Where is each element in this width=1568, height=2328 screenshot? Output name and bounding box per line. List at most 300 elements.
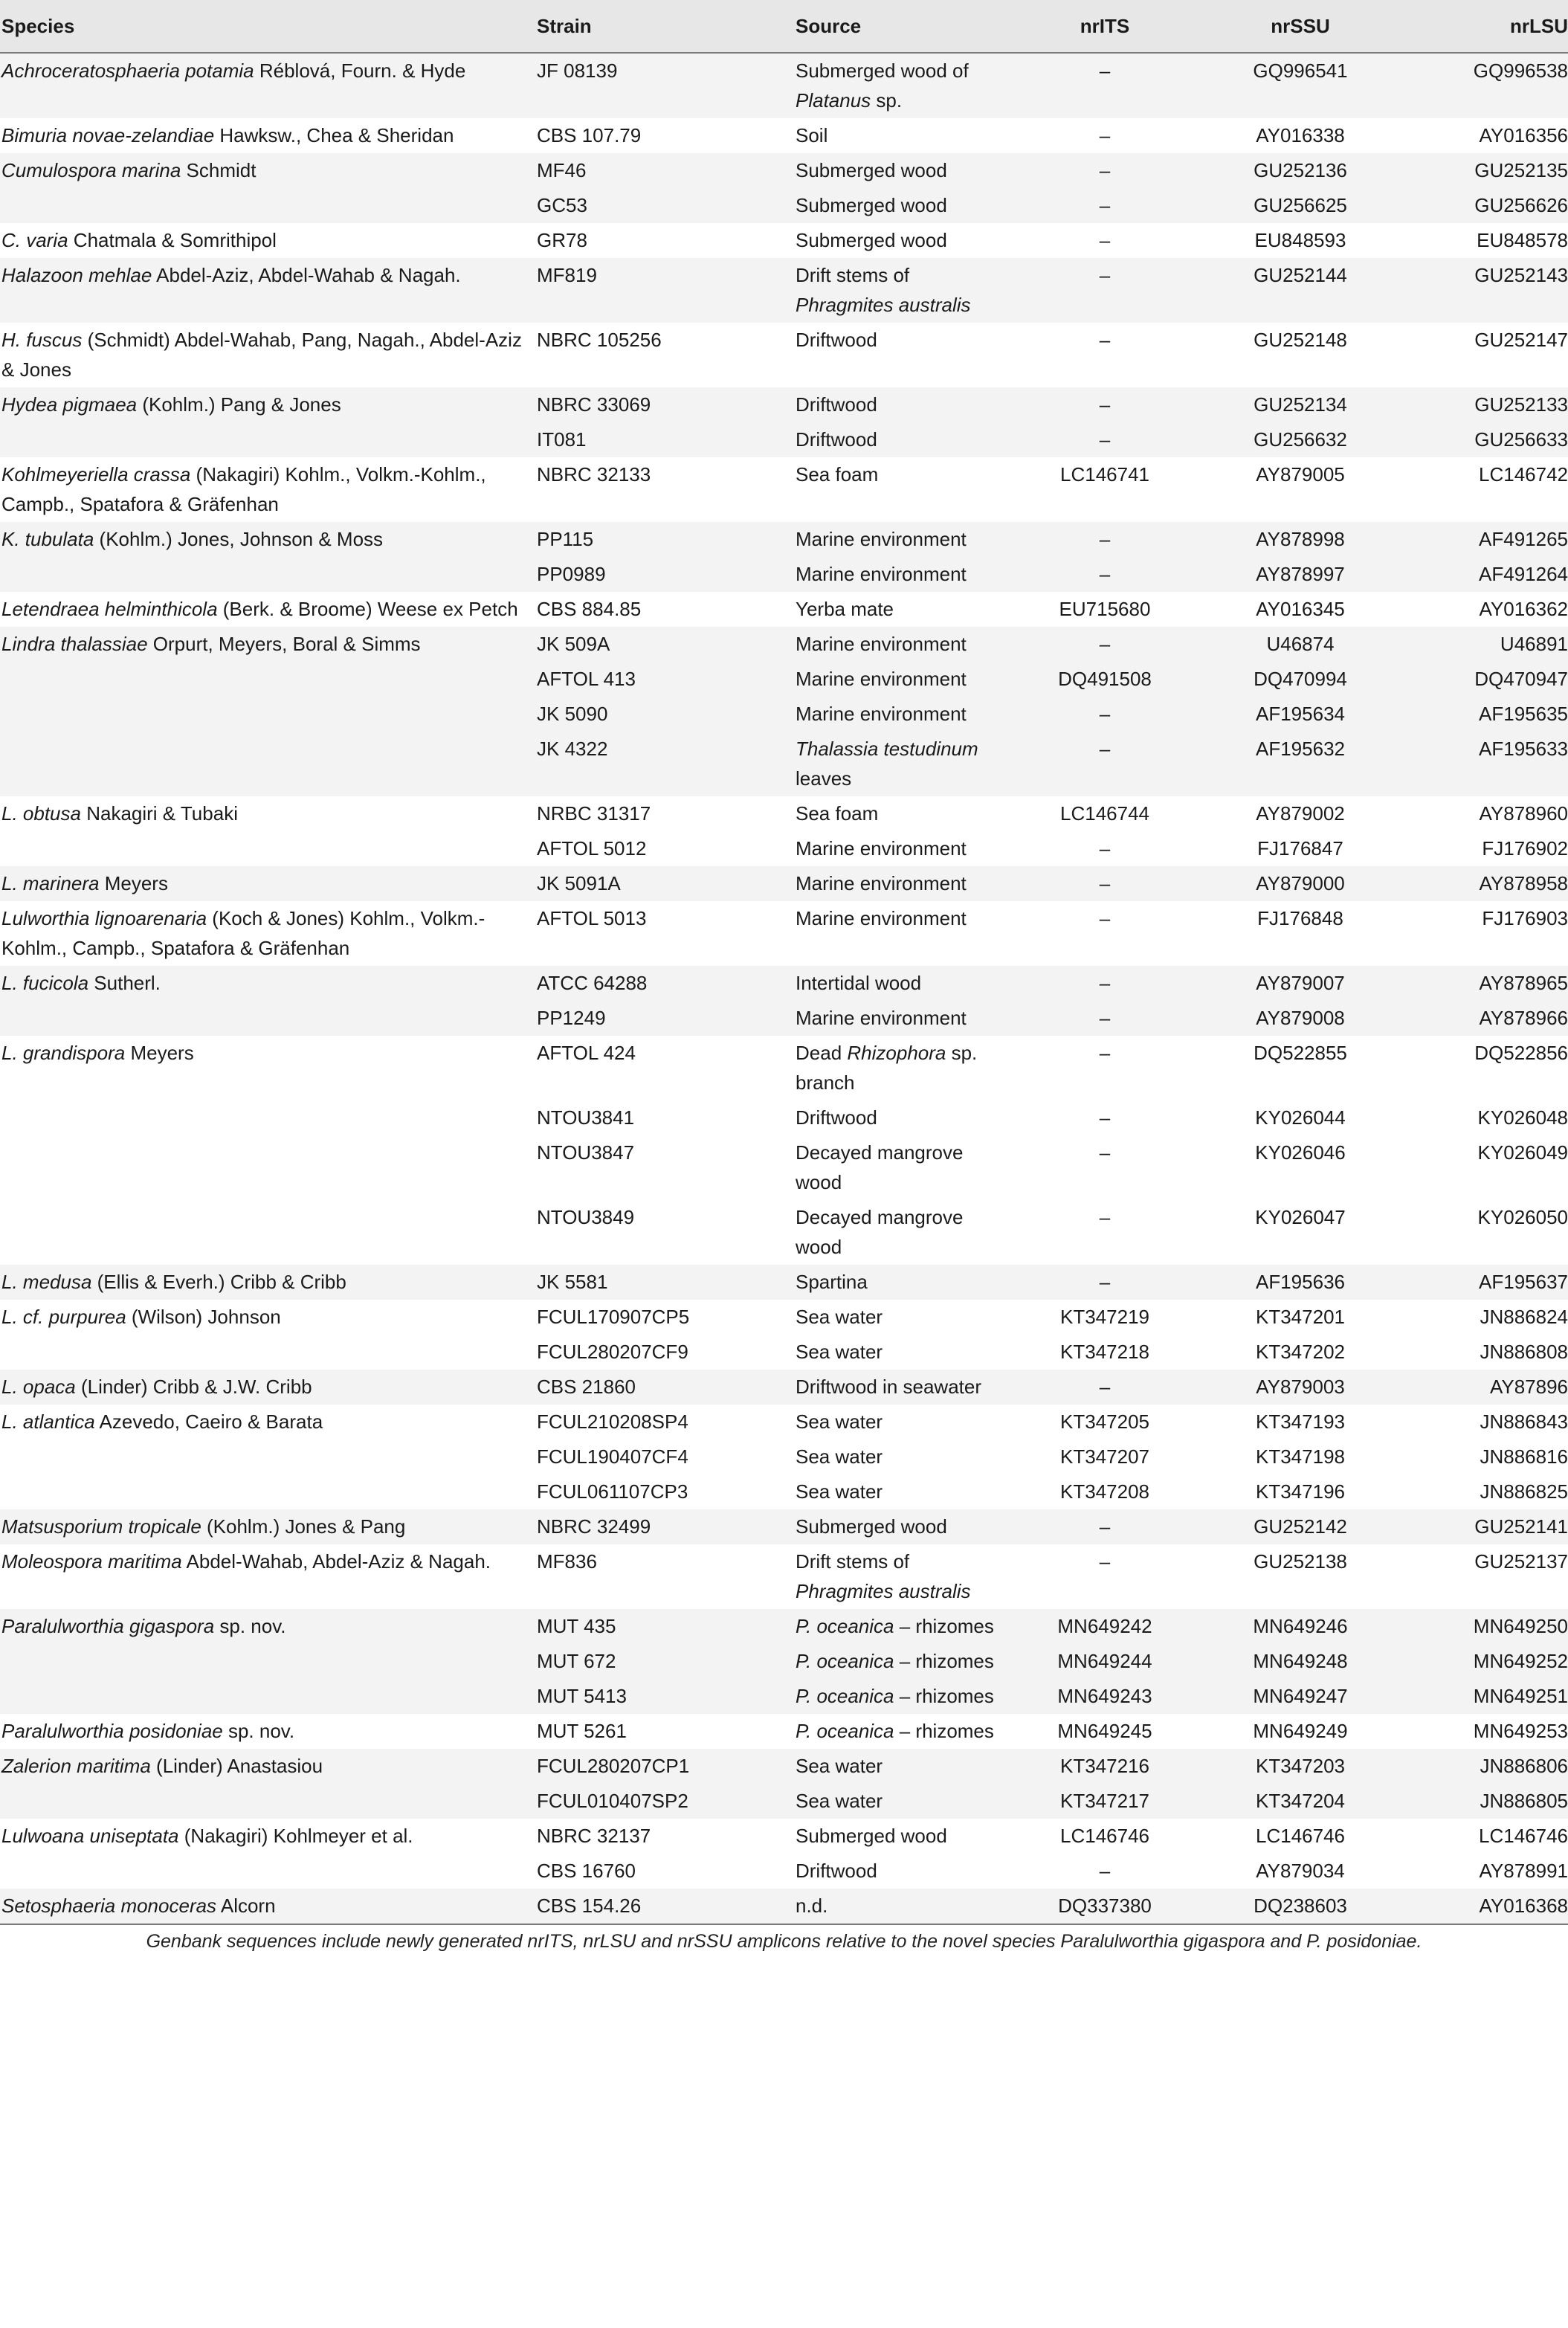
source-cell [794, 457, 999, 522]
source-cell [794, 1100, 999, 1135]
source-text-part: Submerged wood of [796, 59, 969, 82]
source-cell [794, 118, 999, 153]
species-name-part: (Wilson) Johnson [126, 1306, 281, 1328]
species-cell [0, 457, 535, 522]
species-name-part: L. medusa [1, 1271, 92, 1293]
nrlsu-cell: KY026050 [1390, 1200, 1568, 1265]
source-text-part: Marine environment [796, 837, 967, 860]
source-text-part: Driftwood [796, 329, 877, 351]
nrlsu-cell: LC146742 [1390, 457, 1568, 522]
species-name-part: L. opaca [1, 1376, 76, 1398]
nrits-cell: – [999, 1135, 1209, 1200]
source-cell [794, 1609, 999, 1644]
species-name-part: Orpurt, Meyers, Boral & Simms [147, 633, 421, 655]
species-name-part: L. fucicola [1, 972, 89, 994]
strain-cell: MF819 [535, 258, 794, 323]
header-source: Source [794, 0, 999, 53]
nrits-cell: – [999, 1370, 1209, 1405]
source-cell [794, 1819, 999, 1854]
species-name-part: Zalerion maritima [1, 1755, 151, 1777]
source-cell [794, 1714, 999, 1749]
table-row [0, 1100, 1568, 1135]
strain-cell: GR78 [535, 223, 794, 258]
source-cell [794, 1370, 999, 1405]
nrlsu-cell: JN886816 [1390, 1439, 1568, 1474]
species-name-part: Paralulworthia posidoniae [1, 1720, 223, 1742]
source-text-part: Sea water [796, 1341, 883, 1363]
nrlsu-cell: AF195633 [1390, 732, 1568, 796]
species-name-part: (Koch & Jones) Kohlm., Volkm.-Kohlm., Campb., Spatafora & Gräfenhan [1, 907, 485, 959]
nrits-cell: – [999, 1265, 1209, 1300]
species-cell [0, 1819, 535, 1854]
table-row [0, 118, 1568, 153]
nrits-cell: MN649242 [999, 1609, 1209, 1644]
header-nrlsu: nrLSU [1390, 0, 1568, 53]
source-text-part: Marine environment [796, 872, 967, 894]
source-text-part: Sea water [796, 1755, 883, 1777]
nrssu-cell: GU252148 [1209, 323, 1390, 387]
species-name-part: H. fuscus [1, 329, 83, 351]
table-row [0, 1474, 1568, 1509]
nrssu-cell: MN649246 [1209, 1609, 1390, 1644]
strain-cell: FCUL280207CP1 [535, 1749, 794, 1784]
species-name-part: (Schmidt) Abdel-Wahab, Pang, Nagah., Abdel-Aziz & Jones [1, 329, 522, 381]
species-name-part: Alcorn [216, 1895, 276, 1917]
species-name-part: Hydea pigmaea [1, 393, 138, 416]
species-name-part: (Ellis & Everh.) Cribb & Cribb [91, 1271, 346, 1293]
species-cell [0, 557, 535, 592]
strain-cell: CBS 884.85 [535, 592, 794, 627]
nrits-cell: – [999, 1509, 1209, 1544]
source-cell [794, 1749, 999, 1784]
source-cell [794, 831, 999, 866]
table-row [0, 1889, 1568, 1924]
species-cell [0, 966, 535, 1001]
strain-cell: MF46 [535, 153, 794, 188]
nrlsu-cell: MN649250 [1390, 1609, 1568, 1644]
species-name-part: (Kohlm.) Pang & Jones [137, 393, 341, 416]
nrits-cell: – [999, 223, 1209, 258]
source-cell [794, 258, 999, 323]
nrits-cell: MN649245 [999, 1714, 1209, 1749]
nrssu-cell: AF195632 [1209, 732, 1390, 796]
species-cell [0, 522, 535, 557]
source-text-part: Drift stems of [796, 264, 910, 286]
table-row [0, 1300, 1568, 1335]
strain-cell: CBS 16760 [535, 1854, 794, 1889]
table-row [0, 1714, 1568, 1749]
table-row [0, 1749, 1568, 1784]
nrssu-cell: KT347203 [1209, 1749, 1390, 1784]
nrlsu-cell: DQ522856 [1390, 1036, 1568, 1100]
species-cell [0, 53, 535, 118]
species-cell [0, 697, 535, 732]
nrlsu-cell: DQ470947 [1390, 662, 1568, 697]
source-text-part: – rhizomes [894, 1685, 994, 1707]
nrssu-cell: KT347201 [1209, 1300, 1390, 1335]
nrits-cell: – [999, 153, 1209, 188]
source-text-part: Sea foam [796, 802, 879, 825]
nrits-cell: – [999, 522, 1209, 557]
table-body [0, 53, 1568, 1924]
source-cell [794, 901, 999, 966]
species-name-part: Lulwoana uniseptata [1, 1825, 179, 1847]
nrssu-cell: U46874 [1209, 627, 1390, 662]
source-text-part: Submerged wood [796, 194, 947, 216]
strain-cell: CBS 154.26 [535, 1889, 794, 1924]
species-cell [0, 1405, 535, 1439]
species-name-part: (Nakagiri) Kohlmeyer et al. [178, 1825, 413, 1847]
nrssu-cell: KY026046 [1209, 1135, 1390, 1200]
strain-cell: GC53 [535, 188, 794, 223]
species-name-part: L. atlantica [1, 1410, 95, 1433]
strain-cell: FCUL210208SP4 [535, 1405, 794, 1439]
source-text-part: Dead [796, 1042, 848, 1064]
nrssu-cell: FJ176848 [1209, 901, 1390, 966]
source-text-part: leaves [796, 767, 852, 790]
nrlsu-cell: JN886805 [1390, 1784, 1568, 1819]
table-row [0, 1679, 1568, 1714]
strain-cell: NBRC 33069 [535, 387, 794, 422]
species-name-part: Setosphaeria monoceras [1, 1895, 217, 1917]
species-name-part: (Berk. & Broome) Weese ex Petch [217, 598, 518, 620]
strain-cell: FCUL280207CF9 [535, 1335, 794, 1370]
table-row [0, 223, 1568, 258]
species-cell [0, 422, 535, 457]
table-row [0, 1370, 1568, 1405]
nrits-cell: EU715680 [999, 592, 1209, 627]
strain-cell: NBRC 32137 [535, 1819, 794, 1854]
nrlsu-cell: JN886806 [1390, 1749, 1568, 1784]
table-row [0, 1405, 1568, 1439]
table-row [0, 1335, 1568, 1370]
source-text-part: Driftwood [796, 393, 877, 416]
source-cell [794, 53, 999, 118]
species-cell [0, 1001, 535, 1036]
strain-cell: MF836 [535, 1544, 794, 1609]
species-name-part: (Linder) Anastasiou [150, 1755, 323, 1777]
species-name-part: (Kohlm.) Jones & Pang [201, 1515, 406, 1538]
species-name-part: sp. nov. [214, 1615, 286, 1637]
nrssu-cell: GU252138 [1209, 1544, 1390, 1609]
strain-cell: JK 5581 [535, 1265, 794, 1300]
species-name-part: Abdel-Wahab, Abdel-Aziz & Nagah. [181, 1550, 491, 1573]
nrits-cell: LC146744 [999, 796, 1209, 831]
nrlsu-cell: U46891 [1390, 627, 1568, 662]
species-name-part: C. varia [1, 229, 68, 251]
species-name-part: Schmidt [181, 159, 257, 181]
nrssu-cell: AY879007 [1209, 966, 1390, 1001]
header-nrssu: nrSSU [1209, 0, 1390, 53]
species-name-part: Chatmala & Somrithipol [68, 229, 277, 251]
species-cell [0, 1544, 535, 1609]
species-cell [0, 118, 535, 153]
strain-cell: FCUL061107CP3 [535, 1474, 794, 1509]
species-cell [0, 223, 535, 258]
nrssu-cell: EU848593 [1209, 223, 1390, 258]
nrlsu-cell: FJ176902 [1390, 831, 1568, 866]
table-row [0, 1439, 1568, 1474]
source-cell [794, 1001, 999, 1036]
species-cell [0, 592, 535, 627]
nrlsu-cell: AY878965 [1390, 966, 1568, 1001]
strain-cell: PP1249 [535, 1001, 794, 1036]
source-cell [794, 1439, 999, 1474]
nrlsu-cell: AF491265 [1390, 522, 1568, 557]
source-text-part: Submerged wood [796, 1515, 947, 1538]
nrlsu-cell: AY016368 [1390, 1889, 1568, 1924]
nrlsu-cell: GQ996538 [1390, 53, 1568, 118]
species-cell [0, 1265, 535, 1300]
species-cell [0, 1370, 535, 1405]
nrssu-cell: AF195636 [1209, 1265, 1390, 1300]
nrssu-cell: DQ522855 [1209, 1036, 1390, 1100]
nrssu-cell: MN649247 [1209, 1679, 1390, 1714]
header-row [0, 0, 1568, 53]
species-cell [0, 901, 535, 966]
source-text-part: Submerged wood [796, 159, 947, 181]
nrits-cell: KT347217 [999, 1784, 1209, 1819]
species-name-part: Lulworthia lignoarenaria [1, 907, 207, 929]
species-name-part: Letendraea helminthicola [1, 598, 218, 620]
nrlsu-cell: AY878958 [1390, 866, 1568, 901]
source-cell [794, 1544, 999, 1609]
nrits-cell: – [999, 697, 1209, 732]
species-name-part: Matsusporium tropicale [1, 1515, 201, 1538]
species-name-part: K. tubulata [1, 528, 94, 550]
table-row [0, 457, 1568, 522]
species-cell [0, 1200, 535, 1265]
species-name-part: Kohlmeyeriella crassa [1, 463, 191, 486]
nrlsu-cell: FJ176903 [1390, 901, 1568, 966]
nrits-cell: – [999, 1036, 1209, 1100]
nrits-cell: – [999, 118, 1209, 153]
nrlsu-cell: GU256633 [1390, 422, 1568, 457]
nrlsu-cell: LC146746 [1390, 1819, 1568, 1854]
nrssu-cell: AY879003 [1209, 1370, 1390, 1405]
source-cell [794, 223, 999, 258]
species-cell [0, 1474, 535, 1509]
table-row [0, 53, 1568, 118]
species-cell [0, 1439, 535, 1474]
source-text-part: Decayed mangrove wood [796, 1141, 964, 1193]
nrssu-cell: GU256632 [1209, 422, 1390, 457]
source-text-part: Yerba mate [796, 598, 894, 620]
header-strain: Strain [535, 0, 794, 53]
strain-cell: AFTOL 5013 [535, 901, 794, 966]
table-row [0, 557, 1568, 592]
nrits-cell: KT347218 [999, 1335, 1209, 1370]
species-cell [0, 1100, 535, 1135]
nrits-cell: KT347216 [999, 1749, 1209, 1784]
nrlsu-cell: GU252143 [1390, 258, 1568, 323]
nrits-cell: – [999, 557, 1209, 592]
table-row [0, 1784, 1568, 1819]
nrssu-cell: AY016338 [1209, 118, 1390, 153]
nrlsu-cell: AF195635 [1390, 697, 1568, 732]
source-text-part: – rhizomes [894, 1650, 994, 1672]
nrssu-cell: KY026044 [1209, 1100, 1390, 1135]
nrits-cell: – [999, 323, 1209, 387]
nrits-cell: LC146746 [999, 1819, 1209, 1854]
strain-cell: MUT 672 [535, 1644, 794, 1679]
species-cell [0, 1889, 535, 1924]
source-text-part: Sea water [796, 1306, 883, 1328]
nrlsu-cell: KY026049 [1390, 1135, 1568, 1200]
species-cell [0, 1784, 535, 1819]
species-name-part: Paralulworthia gigaspora [1, 1615, 215, 1637]
nrssu-cell: KY026047 [1209, 1200, 1390, 1265]
nrlsu-cell: GU252147 [1390, 323, 1568, 387]
nrits-cell: DQ337380 [999, 1889, 1209, 1924]
nrssu-cell: MN649248 [1209, 1644, 1390, 1679]
strain-cell: FCUL010407SP2 [535, 1784, 794, 1819]
source-text-part: Sea water [796, 1445, 883, 1468]
nrlsu-cell: MN649252 [1390, 1644, 1568, 1679]
nrits-cell: – [999, 188, 1209, 223]
nrssu-cell: GU252136 [1209, 153, 1390, 188]
nrssu-cell: DQ238603 [1209, 1889, 1390, 1924]
species-cell [0, 387, 535, 422]
nrlsu-cell: AF195637 [1390, 1265, 1568, 1300]
species-cell [0, 1714, 535, 1749]
source-cell [794, 188, 999, 223]
species-cell [0, 1036, 535, 1100]
source-cell [794, 1405, 999, 1439]
table-row [0, 188, 1568, 223]
strain-cell: NBRC 32499 [535, 1509, 794, 1544]
table-row [0, 662, 1568, 697]
table-row [0, 1854, 1568, 1889]
source-cell [794, 1509, 999, 1544]
table-row [0, 1509, 1568, 1544]
strain-cell: MUT 5413 [535, 1679, 794, 1714]
table-row [0, 697, 1568, 732]
nrlsu-cell: AY878966 [1390, 1001, 1568, 1036]
table-row [0, 901, 1568, 966]
nrits-cell: – [999, 732, 1209, 796]
species-cell [0, 1135, 535, 1200]
nrssu-cell: AY879008 [1209, 1001, 1390, 1036]
species-cell [0, 1300, 535, 1335]
source-cell [794, 422, 999, 457]
source-text-part: Marine environment [796, 633, 967, 655]
strain-cell: FCUL190407CF4 [535, 1439, 794, 1474]
nrssu-cell: KT347196 [1209, 1474, 1390, 1509]
species-cell [0, 1854, 535, 1889]
nrssu-cell: GU252144 [1209, 258, 1390, 323]
nrssu-cell: AY879000 [1209, 866, 1390, 901]
source-text-part: Submerged wood [796, 229, 947, 251]
nrits-cell: – [999, 53, 1209, 118]
nrlsu-cell: GU252137 [1390, 1544, 1568, 1609]
species-cell [0, 796, 535, 831]
source-cell [794, 1644, 999, 1679]
nrits-cell: – [999, 387, 1209, 422]
source-cell [794, 662, 999, 697]
table-row [0, 153, 1568, 188]
species-name-part: L. marinera [1, 872, 100, 894]
source-text-part: Phragmites australis [796, 1580, 971, 1602]
species-name-part: Lindra thalassiae [1, 633, 148, 655]
table-row [0, 422, 1568, 457]
species-cell [0, 1644, 535, 1679]
table-row [0, 1544, 1568, 1609]
nrssu-cell: AY878997 [1209, 557, 1390, 592]
nrits-cell: – [999, 1544, 1209, 1609]
nrlsu-cell: GU252133 [1390, 387, 1568, 422]
nrits-cell: KT347205 [999, 1405, 1209, 1439]
strain-cell: NTOU3849 [535, 1200, 794, 1265]
strain-cell: PP0989 [535, 557, 794, 592]
source-text-part: Marine environment [796, 668, 967, 690]
source-cell [794, 627, 999, 662]
table-row [0, 387, 1568, 422]
nrits-cell: – [999, 258, 1209, 323]
species-name-part: L. obtusa [1, 802, 81, 825]
species-cell [0, 866, 535, 901]
strain-cell: ATCC 64288 [535, 966, 794, 1001]
source-text-part: Driftwood [796, 1106, 877, 1129]
source-cell [794, 1135, 999, 1200]
source-text-part: Decayed mangrove wood [796, 1206, 964, 1258]
table-row [0, 966, 1568, 1001]
nrssu-cell: DQ470994 [1209, 662, 1390, 697]
nrlsu-cell: JN886808 [1390, 1335, 1568, 1370]
source-cell [794, 1784, 999, 1819]
source-text-part: Sea foam [796, 463, 879, 486]
nrits-cell: KT347208 [999, 1474, 1209, 1509]
source-text-part: Submerged wood [796, 1825, 947, 1847]
source-text-part: P. oceanica [796, 1650, 894, 1672]
table-row [0, 1265, 1568, 1300]
species-cell [0, 1509, 535, 1544]
source-text-part: Thalassia testudinum [796, 738, 978, 760]
species-cell [0, 153, 535, 188]
nrits-cell: – [999, 1854, 1209, 1889]
species-cell [0, 323, 535, 387]
strain-cell: NRBC 31317 [535, 796, 794, 831]
source-cell [794, 1300, 999, 1335]
source-cell [794, 557, 999, 592]
source-text-part: Driftwood in seawater [796, 1376, 981, 1398]
nrssu-cell: AY879005 [1209, 457, 1390, 522]
nrssu-cell: GQ996541 [1209, 53, 1390, 118]
header-nrits: nrITS [999, 0, 1209, 53]
table-row [0, 1609, 1568, 1644]
strain-cell: MUT 5261 [535, 1714, 794, 1749]
species-cell [0, 1335, 535, 1370]
species-name-part: L. cf. purpurea [1, 1306, 126, 1328]
table-row [0, 1644, 1568, 1679]
strain-cell: JK 4322 [535, 732, 794, 796]
nrlsu-cell: GU252141 [1390, 1509, 1568, 1544]
table-row [0, 1200, 1568, 1265]
source-text-part: sp. branch [796, 1042, 978, 1094]
nrits-cell: – [999, 866, 1209, 901]
nrlsu-cell: JN886843 [1390, 1405, 1568, 1439]
table-header [0, 0, 1568, 53]
source-cell [794, 732, 999, 796]
strain-cell: CBS 21860 [535, 1370, 794, 1405]
table-row [0, 1819, 1568, 1854]
strain-cell: NTOU3841 [535, 1100, 794, 1135]
nrits-cell: – [999, 627, 1209, 662]
source-cell [794, 1474, 999, 1509]
nrssu-cell: AY879002 [1209, 796, 1390, 831]
species-name-part: Achroceratosphaeria potamia [1, 59, 254, 82]
source-text-part: Sea water [796, 1410, 883, 1433]
